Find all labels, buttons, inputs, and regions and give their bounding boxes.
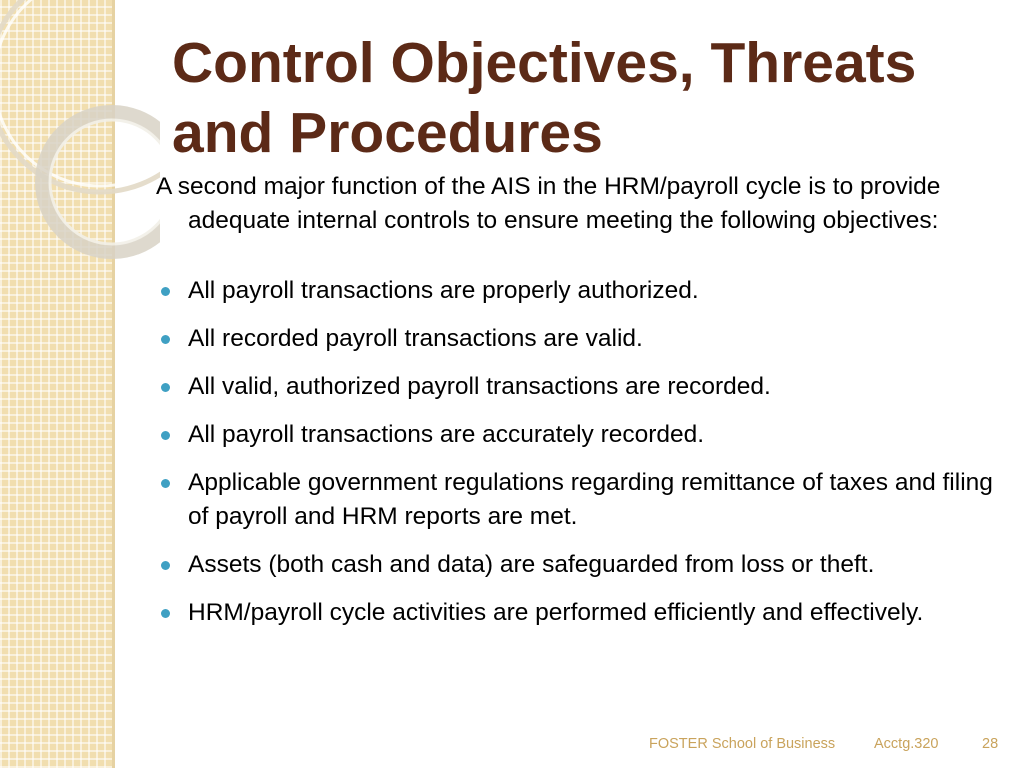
list-item	[156, 370, 996, 404]
list-item-text: All valid, authorized payroll transactions are recorded.	[188, 373, 771, 400]
page-number: 28	[982, 736, 999, 752]
slide-body	[156, 170, 996, 644]
large-ring-highlight-icon	[0, 0, 160, 186]
bullet-dot-icon	[161, 431, 170, 440]
list-item	[156, 596, 996, 630]
footer-school: FOSTER School of Business	[649, 736, 836, 752]
list-item-text: All payroll transactions are properly authorized.	[188, 277, 699, 304]
decorative-rings-icon	[0, 0, 160, 260]
list-item	[156, 548, 996, 582]
list-item-text: Assets (both cash and data) are safeguarded from loss or theft.	[188, 551, 875, 578]
objectives-list	[156, 274, 996, 630]
bullet-dot-icon	[161, 609, 170, 618]
slide-title: Control Objectives, Threats and Procedures	[172, 31, 917, 165]
list-item-text: HRM/payroll cycle activities are performed efficiently and effectively.	[188, 599, 924, 626]
list-item	[156, 322, 996, 356]
list-item-text: All recorded payroll transactions are valid.	[188, 325, 643, 352]
large-ring-icon	[0, 0, 160, 192]
bullet-dot-icon	[161, 479, 170, 488]
intro-paragraph: A second major function of the AIS in the HRM/payroll cycle is to provide adequate internal controls to ensure meeting the following objectives:	[156, 173, 941, 234]
list-item	[156, 466, 996, 534]
list-item	[156, 274, 996, 308]
bullet-dot-icon	[161, 561, 170, 570]
footer-course: Acctg.320	[874, 736, 939, 752]
bullet-dot-icon	[161, 383, 170, 392]
bullet-dot-icon	[161, 287, 170, 296]
list-item-text: All payroll transactions are accurately recorded.	[188, 421, 705, 448]
bullet-dot-icon	[161, 335, 170, 344]
list-item-text: Applicable government regulations regarding remittance of taxes and filing of payroll and HRM reports are met.	[188, 469, 993, 530]
list-item	[156, 418, 996, 452]
